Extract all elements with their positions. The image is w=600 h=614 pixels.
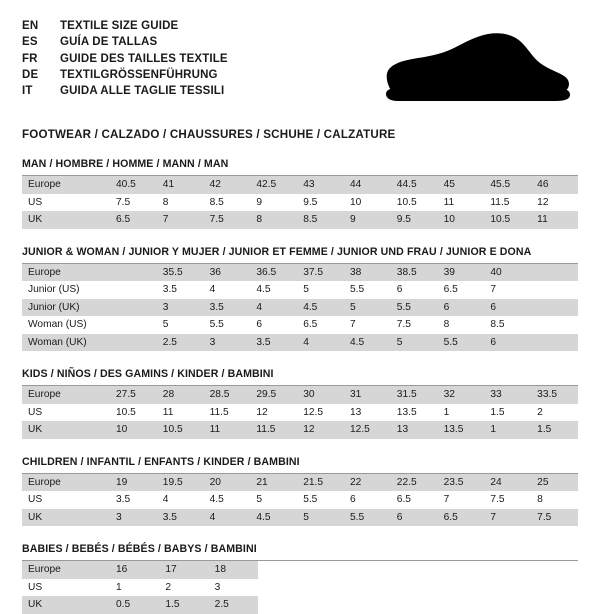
size-table-group [22,456,578,527]
size-cell: 11.5 [484,194,531,212]
size-cell: 10.5 [157,421,204,439]
row-label: Europe [22,561,110,579]
size-cell: 4.5 [344,334,391,352]
table-row [22,474,578,492]
size-cell: 5 [344,299,391,317]
group-heading: KIDS / NIÑOS / DES GAMINS / KINDER / BAMBINI [22,368,578,386]
size-cell [531,316,578,334]
size-cell: 6 [391,509,438,527]
size-cell [110,316,157,334]
size-cell: 8.5 [204,194,251,212]
size-cell: 5 [391,334,438,352]
size-cell: 10.5 [110,404,157,422]
size-cell: 4 [204,509,251,527]
size-cell: 3 [157,299,204,317]
size-cell: 35.5 [157,264,204,282]
size-cell: 8.5 [484,316,531,334]
size-cell: 9.5 [297,194,344,212]
size-cell: 7.5 [110,194,157,212]
size-cell: 36.5 [250,264,297,282]
table-row [22,334,578,352]
size-cell: 21.5 [297,474,344,492]
size-cell: 1 [484,421,531,439]
size-cell: 10 [344,194,391,212]
language-code: FR [22,52,38,65]
size-cell: 4 [297,334,344,352]
size-cell: 31 [344,386,391,404]
size-cell: 3.5 [110,491,157,509]
size-cell: 44.5 [391,176,438,194]
size-cell: 13 [391,421,438,439]
size-cell: 3.5 [250,334,297,352]
language-title-list [22,18,228,99]
language-title: GUIDE DES TAILLES TEXTILE [60,52,228,65]
language-code: DE [22,68,39,81]
size-cell [110,299,157,317]
size-cell: 4 [250,299,297,317]
size-cell: 38 [344,264,391,282]
size-cell: 37.5 [297,264,344,282]
size-cell: 1.5 [484,404,531,422]
size-cell: 6.5 [438,281,485,299]
size-cell: 2 [531,404,578,422]
table-row [22,421,578,439]
size-cell: 42 [204,176,251,194]
size-cell: 7.5 [531,509,578,527]
size-cell: 12 [250,404,297,422]
size-cell: 8.5 [297,211,344,229]
size-cell: 1.5 [531,421,578,439]
size-cell: 5 [250,491,297,509]
size-cell: 6 [484,334,531,352]
size-cell: 1 [110,579,159,597]
size-tables-container [22,158,578,526]
size-cell: 3 [204,334,251,352]
size-cell: 6.5 [438,509,485,527]
table-row [22,299,578,317]
size-cell: 11 [531,211,578,229]
table-row [22,561,258,579]
size-cell: 28.5 [204,386,251,404]
size-table-group [22,246,578,352]
size-cell: 30 [297,386,344,404]
size-cell: 3 [209,579,258,597]
language-code: ES [22,36,38,49]
size-cell: 31.5 [391,386,438,404]
size-cell: 18 [209,561,258,579]
size-cell: 39 [438,264,485,282]
size-cell: 28 [157,386,204,404]
size-cell: 7 [484,281,531,299]
size-cell: 32 [438,386,485,404]
size-cell: 11 [157,404,204,422]
language-title: TEXTILGRÖSSENFÜHRUNG [60,68,218,81]
size-cell: 6.5 [110,211,157,229]
size-cell: 6 [484,299,531,317]
size-cell: 3.5 [157,509,204,527]
size-cell: 10 [438,211,485,229]
size-cell: 24 [484,474,531,492]
size-cell: 11 [438,194,485,212]
group-heading: JUNIOR & WOMAN / JUNIOR Y MUJER / JUNIOR ET FEMME / JUNIOR UND FRAU / JUNIOR E DONA [22,246,578,264]
table-row [22,281,578,299]
row-label: UK [22,211,110,229]
size-cell: 6 [438,299,485,317]
size-cell: 33 [484,386,531,404]
size-cell: 11 [204,421,251,439]
table-row [22,491,578,509]
row-label: UK [22,596,110,614]
size-cell: 0.5 [110,596,159,614]
size-cell: 22.5 [391,474,438,492]
language-row [22,83,228,99]
size-cell: 9 [344,211,391,229]
size-cell: 16 [110,561,159,579]
row-label: UK [22,421,110,439]
table-row [22,264,578,282]
size-cell: 33.5 [531,386,578,404]
size-cell: 2.5 [209,596,258,614]
size-cell: 5 [297,509,344,527]
size-cell: 4.5 [204,491,251,509]
size-cell: 20 [204,474,251,492]
size-cell: 19 [110,474,157,492]
language-title: GUIDA ALLE TAGLIE TESSILI [60,85,225,98]
table-row [22,211,578,229]
size-cell [110,334,157,352]
size-cell: 7 [484,509,531,527]
size-cell: 9.5 [391,211,438,229]
size-cell: 5 [297,281,344,299]
size-cell: 3 [110,509,157,527]
size-cell: 10.5 [484,211,531,229]
size-cell: 5.5 [344,509,391,527]
babies-table-group [22,543,578,614]
size-cell: 42.5 [250,176,297,194]
size-cell: 4.5 [250,509,297,527]
size-cell [531,299,578,317]
group-heading: BABIES / BEBÉS / BÉBÉS / BABYS / BAMBINI [22,543,578,561]
row-label: US [22,491,110,509]
size-table-group [22,368,578,439]
table-row [22,596,258,614]
size-cell: 23.5 [438,474,485,492]
size-cell: 40 [484,264,531,282]
size-cell: 13.5 [391,404,438,422]
row-label: Junior (UK) [22,299,110,317]
size-cell [531,264,578,282]
size-table [22,474,578,527]
size-cell: 5.5 [438,334,485,352]
size-cell: 6.5 [391,491,438,509]
size-cell: 7.5 [391,316,438,334]
dress-shoe-icon [380,32,570,104]
size-cell: 29.5 [250,386,297,404]
size-table [22,386,578,439]
size-cell: 6 [344,491,391,509]
size-cell: 6 [391,281,438,299]
size-table-group [22,158,578,229]
size-cell: 4.5 [250,281,297,299]
size-cell: 4.5 [297,299,344,317]
row-label: Europe [22,176,110,194]
size-cell: 3.5 [157,281,204,299]
size-cell: 11.5 [204,404,251,422]
table-row [22,194,578,212]
size-cell: 3.5 [204,299,251,317]
row-label: Europe [22,264,110,282]
row-label: US [22,194,110,212]
size-table [22,176,578,229]
table-row [22,176,578,194]
language-code: EN [22,20,39,32]
size-cell: 7 [344,316,391,334]
size-cell: 7.5 [204,211,251,229]
row-label: Europe [22,386,110,404]
language-row [22,34,228,50]
size-cell: 12.5 [344,421,391,439]
group-heading: CHILDREN / INFANTIL / ENFANTS / KINDER / BAMBINI [22,456,578,474]
size-cell: 8 [438,316,485,334]
language-title: TEXTILE SIZE GUIDE [60,20,179,32]
size-cell: 4 [157,491,204,509]
size-cell: 25 [531,474,578,492]
size-cell: 5.5 [344,281,391,299]
size-cell: 5.5 [391,299,438,317]
size-cell [531,281,578,299]
size-cell: 2.5 [157,334,204,352]
size-cell: 1 [438,404,485,422]
size-cell: 21 [250,474,297,492]
size-cell: 12 [531,194,578,212]
language-row [22,67,228,83]
table-row [22,386,578,404]
table-row [22,316,578,334]
size-cell: 13 [344,404,391,422]
size-cell: 38.5 [391,264,438,282]
size-cell: 44 [344,176,391,194]
size-cell: 22 [344,474,391,492]
size-cell: 46 [531,176,578,194]
size-cell: 8 [157,194,204,212]
size-cell: 45.5 [484,176,531,194]
size-cell: 41 [157,176,204,194]
row-label: Woman (US) [22,316,110,334]
size-cell: 27.5 [110,386,157,404]
row-label: US [22,579,110,597]
size-cell: 5.5 [204,316,251,334]
size-cell: 8 [531,491,578,509]
size-cell: 7.5 [484,491,531,509]
size-cell: 43 [297,176,344,194]
size-cell [531,334,578,352]
size-cell: 7 [438,491,485,509]
row-label: Junior (US) [22,281,110,299]
row-label: Woman (UK) [22,334,110,352]
language-title: GUÍA DE TALLAS [60,36,158,49]
size-cell: 10.5 [391,194,438,212]
size-cell: 13.5 [438,421,485,439]
row-label: UK [22,509,110,527]
table-row [22,404,578,422]
group-heading: MAN / HOMBRE / HOMME / MANN / MAN [22,158,578,176]
document-header [22,18,578,114]
size-cell: 19.5 [157,474,204,492]
size-cell: 36 [204,264,251,282]
size-table [22,264,578,352]
language-code: IT [22,85,33,98]
size-cell: 4 [204,281,251,299]
size-cell: 6 [250,316,297,334]
size-cell: 45 [438,176,485,194]
language-row [22,51,228,67]
size-cell [110,281,157,299]
row-label: US [22,404,110,422]
row-label: Europe [22,474,110,492]
size-cell: 9 [250,194,297,212]
size-cell: 17 [159,561,208,579]
size-cell [110,264,157,282]
size-table [22,561,258,614]
table-row [22,509,578,527]
language-row [22,18,228,34]
table-row [22,579,258,597]
page-title: FOOTWEAR / CALZADO / CHAUSSURES / SCHUHE / CALZATURE [22,128,396,141]
size-cell: 12 [297,421,344,439]
size-cell: 7 [157,211,204,229]
size-cell: 5 [157,316,204,334]
size-cell: 40.5 [110,176,157,194]
size-cell: 11.5 [250,421,297,439]
size-cell: 5.5 [297,491,344,509]
size-cell: 8 [250,211,297,229]
size-cell: 2 [159,579,208,597]
size-cell: 1.5 [159,596,208,614]
size-cell: 6.5 [297,316,344,334]
size-cell: 12.5 [297,404,344,422]
size-cell: 10 [110,421,157,439]
